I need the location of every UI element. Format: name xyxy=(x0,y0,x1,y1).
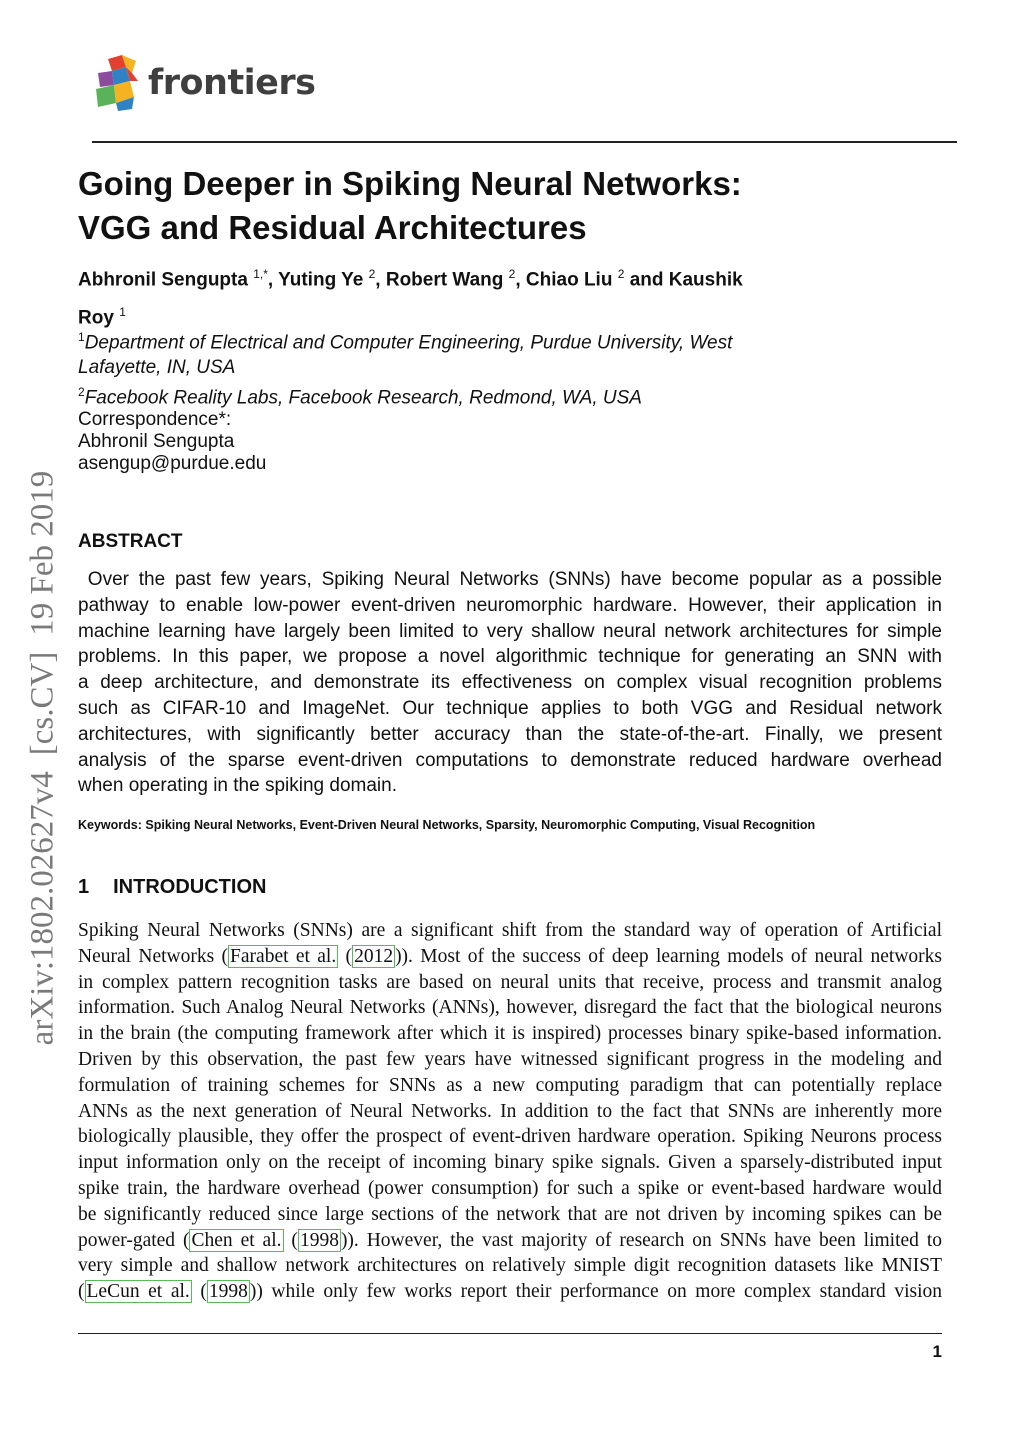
page-number: 1 xyxy=(932,1342,942,1361)
citation-link[interactable]: Chen et al. xyxy=(191,1229,282,1251)
keywords: Keywords: Spiking Neural Networks, Event-Driven Neural Networks, Sparsity, Neuromorphic Computing, Visual Recognition xyxy=(78,818,816,832)
abstract-line: analysis of the sparse event-driven computations to demonstrate reduced hardware overhead xyxy=(78,749,942,771)
introduction-body xyxy=(78,918,942,1305)
text-run: )). Most of the success of deep learning models of neural networks xyxy=(395,945,942,967)
author-affiliation-mark: 1 xyxy=(119,305,126,320)
text-run: power-gated ( xyxy=(78,1229,190,1251)
author-name: Chiao Liu xyxy=(525,269,613,291)
author-separator: , xyxy=(375,269,386,291)
title-line: VGG and Residual Architectures xyxy=(78,209,587,246)
paragraph-line: spike train, the hardware overhead (power consumption) for such a spike or event-based hardware would xyxy=(78,1177,942,1199)
section-heading xyxy=(78,876,266,899)
author-name: Robert Wang xyxy=(385,269,504,291)
citation-year-link[interactable]: 1998 xyxy=(299,1229,339,1251)
arxiv-stamp xyxy=(25,455,62,1046)
paragraph-line: very simple and shallow network architectures on relatively simple digit recognition datasets like MNIST xyxy=(78,1255,942,1277)
author-name: Yuting Ye xyxy=(278,269,364,291)
abstract-line: machine learning have largely been limited to very shallow neural network architectures for simple xyxy=(78,620,942,642)
text-run: ( xyxy=(78,1281,85,1303)
paragraph-line: information. Such Analog Neural Networks (ANNs), however, disregard the fact that the biological neurons xyxy=(78,997,942,1019)
paragraph-line: ( LeCun et al. ( 1998 )) while only few works report their performance on more complex standard vision xyxy=(78,1281,942,1303)
paragraph-line: input information only on the receipt of incoming binary spike signals. Given a sparsely-distributed input xyxy=(78,1152,942,1174)
paragraph-line: ANNs as the next generation of Neural Networks. In addition to the fact that SNNs are inherently more xyxy=(78,1100,942,1122)
author-affiliation-mark: 2 xyxy=(368,267,376,281)
paragraph-line: Driven by this observation, the past few years have witnessed significant progress in the modeling and xyxy=(78,1048,942,1070)
citation-link[interactable]: LeCun et al. xyxy=(86,1281,190,1303)
paragraph-line: formulation of training schemes for SNNs as a new computing paradigm that can potentially replace xyxy=(78,1074,942,1096)
correspondence xyxy=(78,409,266,475)
citation-link[interactable]: Farabet et al. xyxy=(230,945,337,967)
author-separator: , xyxy=(515,269,526,291)
arxiv-category: [cs.CV] xyxy=(24,651,61,756)
paragraph-line: Neural Networks ( Farabet et al. ( 2012 )). Most of the success of deep learning models of neural networks xyxy=(78,945,942,967)
correspondence-name: Abhronil Sengupta xyxy=(78,431,235,452)
arxiv-date: 19 Feb 2019 xyxy=(24,470,61,636)
correspondence-label: Correspondence*: xyxy=(78,409,232,430)
paragraph-line: Spiking Neural Networks (SNNs) are a significant shift from the standard way of operation of Artificial xyxy=(78,920,942,941)
affiliation-text: Facebook Reality Labs, Facebook Research, Redmond, WA, USA xyxy=(84,387,642,409)
affiliation-text: Lafayette, IN, USA xyxy=(78,357,236,379)
paragraph-line: be significantly reduced since large sections of the network that are not driven by incoming spikes can be xyxy=(78,1203,942,1225)
arxiv-id[interactable]: arXiv:1802.02627v4 xyxy=(24,771,61,1046)
title-line: Going Deeper in Spiking Neural Networks: xyxy=(78,165,742,202)
affiliation-text: Department of Electrical and Computer Engineering, Purdue University, West xyxy=(84,332,733,354)
author-affiliation-mark: 2 xyxy=(617,267,625,281)
text-run: )). However, the vast majority of research on SNNs have been limited to xyxy=(340,1229,943,1251)
abstract-line: such as CIFAR-10 and ImageNet. Our technique applies to both VGG and Residual network xyxy=(78,697,942,719)
author-affiliation-mark: 1,* xyxy=(253,267,268,281)
paragraph-line: in complex pattern recognition tasks are based on neural units that receive, process and transmit analog xyxy=(78,971,942,993)
footer-rule xyxy=(78,1333,942,1334)
text-run: )) while only few works report their performance on more complex standard vision xyxy=(249,1281,942,1303)
frontiers-cube-icon xyxy=(92,53,144,113)
author-separator: and xyxy=(624,269,669,291)
abstract-body xyxy=(78,567,942,799)
abstract-line: a deep architecture, and demonstrate its effectiveness on complex visual recognition problems xyxy=(78,672,942,694)
section-title: INTRODUCTION xyxy=(113,876,267,898)
section-number: 1 xyxy=(78,876,90,898)
author-name: Roy xyxy=(78,307,114,329)
paper-title xyxy=(78,162,898,250)
author-separator: , xyxy=(267,269,279,291)
paragraph-line: biologically plausible, they offer the prospect of event-driven hardware operation. Spiking Neurons process xyxy=(78,1126,942,1148)
affiliation-mark: 2 xyxy=(78,385,85,400)
author-name: Kaushik xyxy=(668,269,743,291)
abstract-line: when operating in the spiking domain. xyxy=(78,775,397,797)
citation-year-link[interactable]: 1998 xyxy=(208,1281,248,1303)
author-list xyxy=(78,258,858,335)
abstract-line: problems. In this paper, we propose a novel algorithmic technique for generating an SNN with xyxy=(78,646,942,668)
text-run: Neural Networks ( xyxy=(78,945,229,967)
affiliation-mark: 1 xyxy=(78,330,85,344)
abstract-line: Over the past few years, Spiking Neural Networks (SNNs) have become popular as a possible xyxy=(78,569,942,590)
author-affiliation-mark: 2 xyxy=(508,267,516,281)
correspondence-email[interactable]: asengup@purdue.edu xyxy=(78,453,267,474)
abstract-line: pathway to enable low-power event-driven neuromorphic hardware. However, their application in xyxy=(78,594,942,616)
logo-wordmark: frontiers xyxy=(148,63,316,103)
affiliations xyxy=(78,325,858,411)
frontiers-logo xyxy=(92,52,316,114)
abstract-heading: ABSTRACT xyxy=(78,531,183,552)
header-rule xyxy=(92,141,957,143)
author-name: Abhronil Sengupta xyxy=(78,269,248,291)
paragraph-line: power-gated ( Chen et al. ( 1998 )). However, the vast majority of research on SNNs have been limited to xyxy=(78,1229,943,1251)
abstract-line: architectures, with significantly better accuracy than the state-of-the-art. Finally, we present xyxy=(78,723,942,745)
citation-year-link[interactable]: 2012 xyxy=(354,945,394,967)
paragraph-line: in the brain (the computing framework after which it is inspired) processes binary spike-based information. xyxy=(78,1023,942,1045)
